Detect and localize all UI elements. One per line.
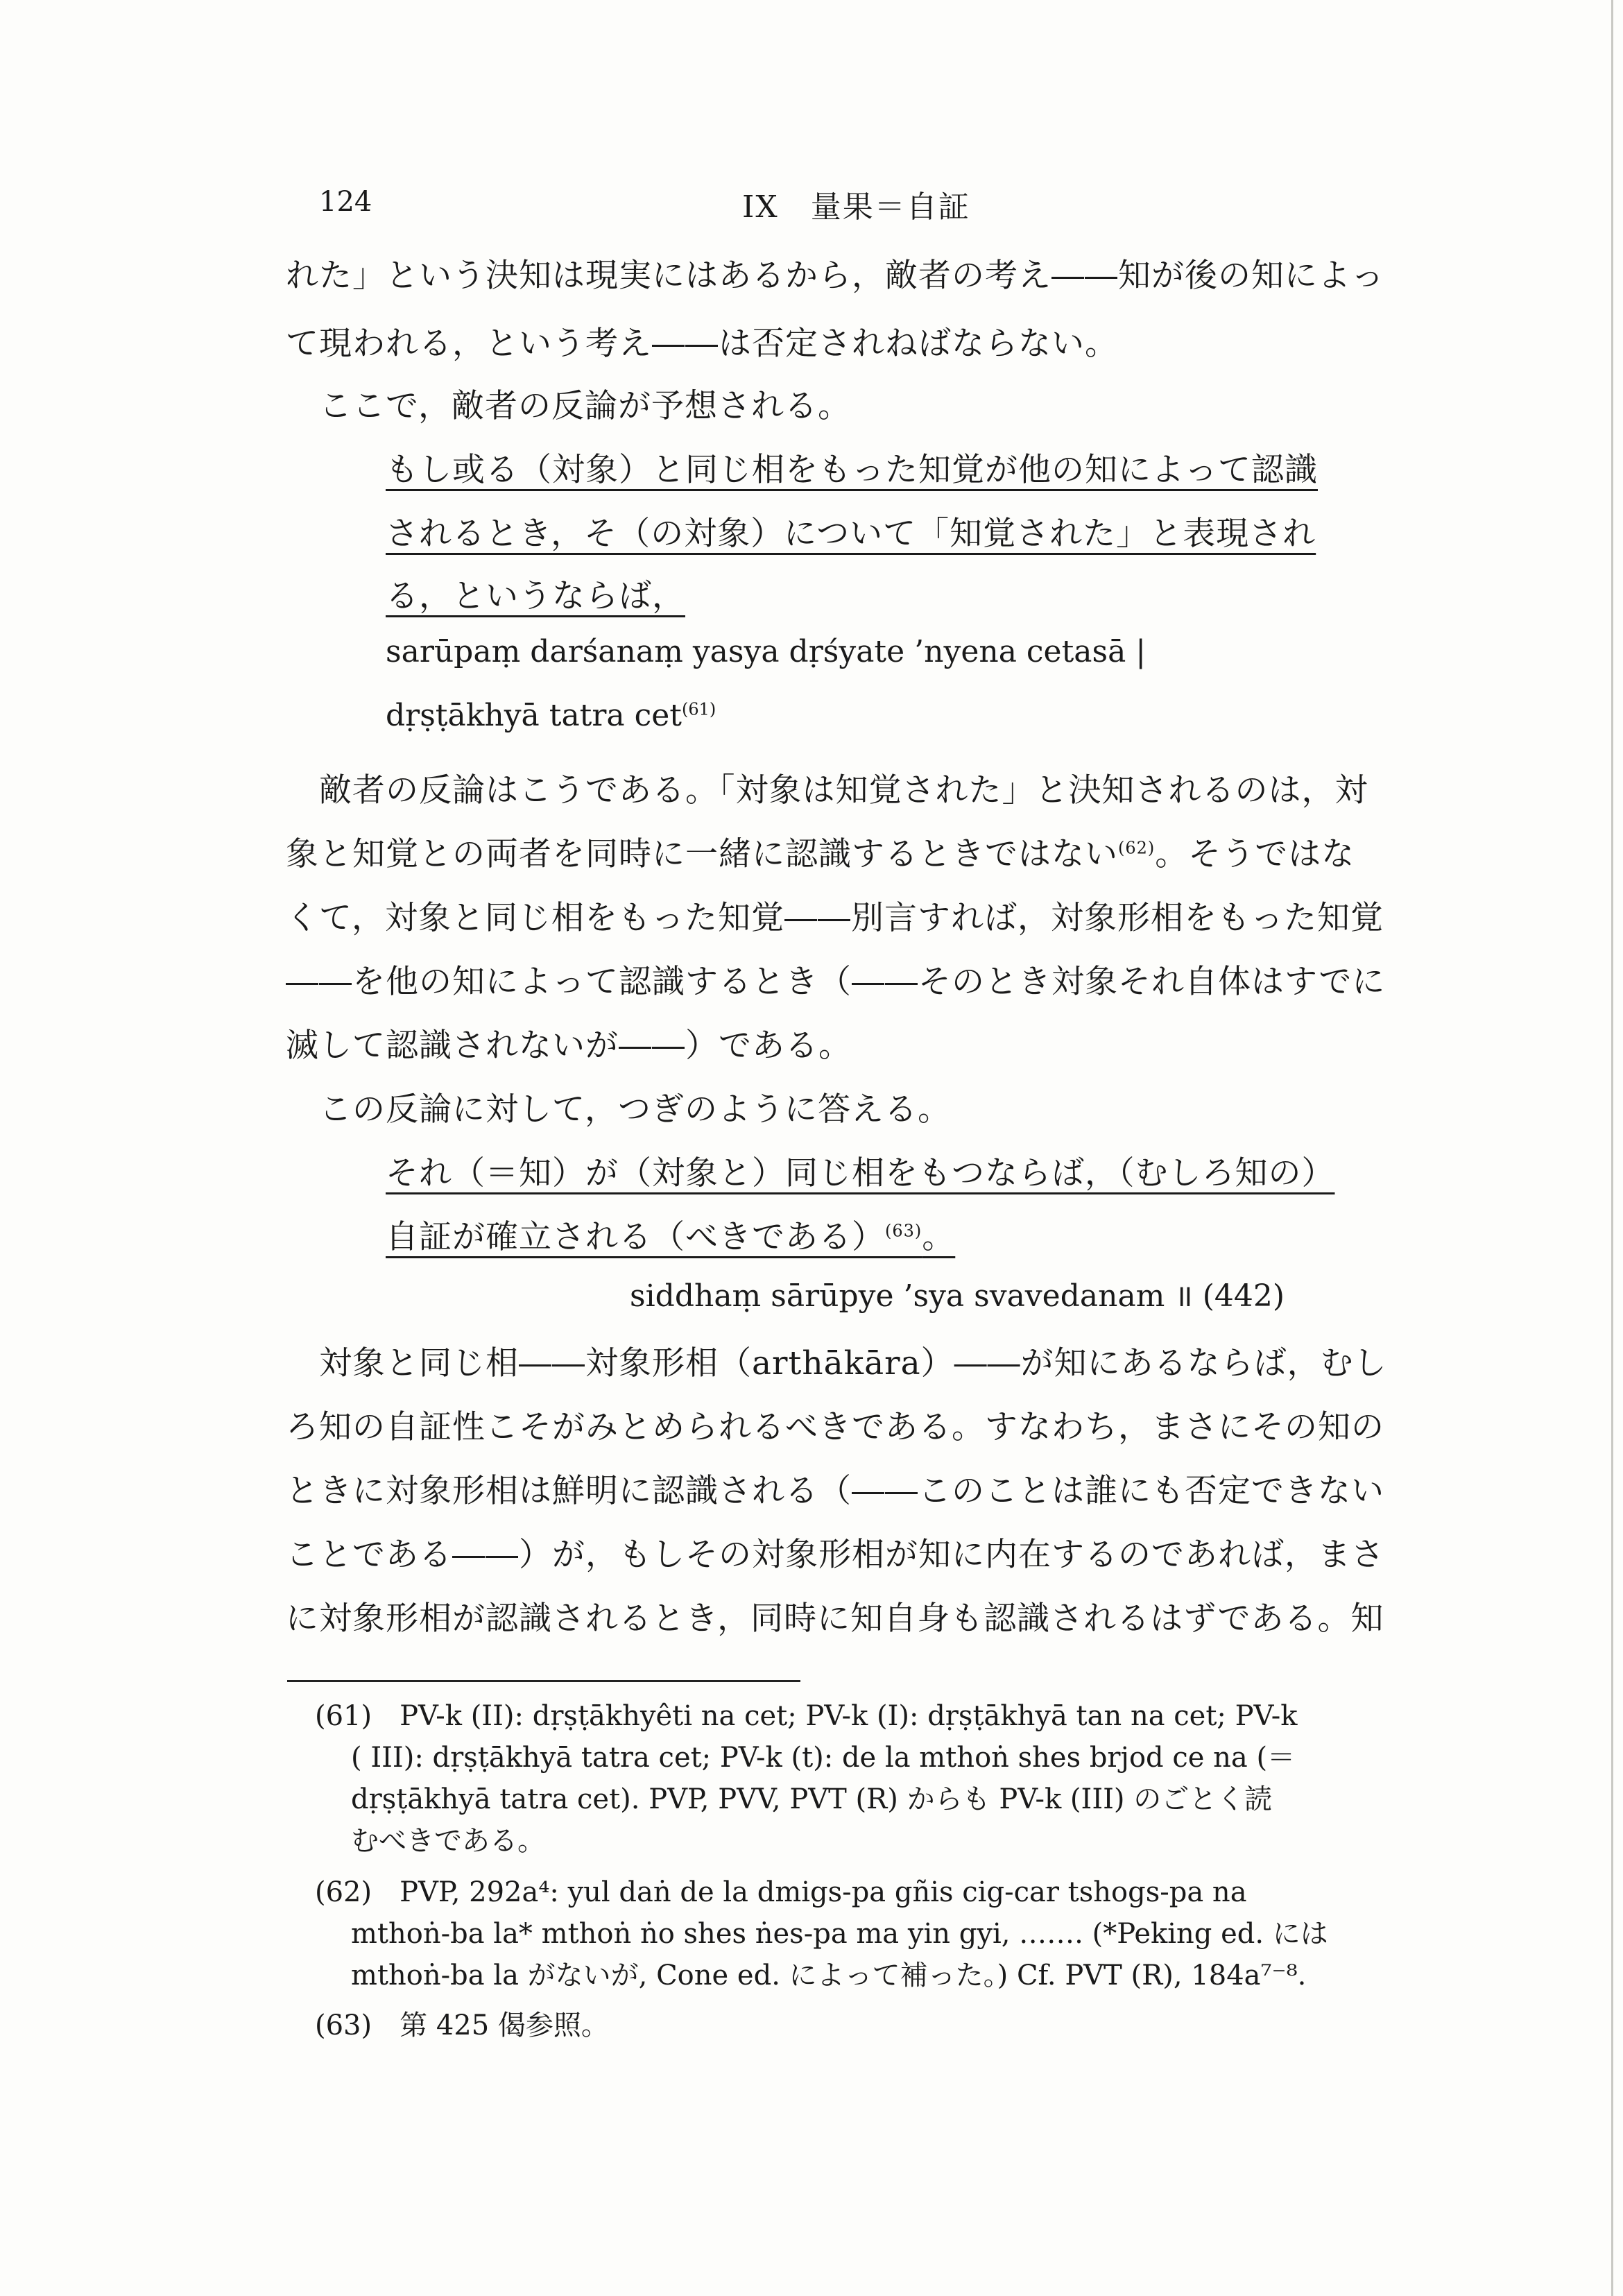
sanskrit-verse-line: sarūpaṃ darśanaṃ yasya dṛśyate ’nyena cetasā | [386,634,1147,669]
body-line: に対象形相が認識されるとき，同時に知自身も認識されるはずである。知 [286,1600,1384,1638]
body-line: 象と知覚との両者を同時に一緒に認識するときではない$^{(62)}$。そうではな [286,835,1355,873]
footnote-separator [287,1680,800,1682]
body-line: 敵者の反論はこうである。「対象は知覚された」と決知されるのは，対 [319,771,1368,809]
sanskrit-verse-line: siddhaṃ sārūpye ’sya svavedanam ॥ (442) [630,1278,1285,1314]
footnote-line: (62) PVP, 292a⁴: yul daṅ de la dmigs-pa gñis cig-car tshogs-pa na [315,1876,1247,1908]
quote-line: もし或る（対象）と同じ相をもった知覚が他の知によって認識 [386,451,1318,489]
scan-edge-line [1611,0,1613,2296]
quote-line: それ（＝知）が（対象と）同じ相をもつならば，（むしろ知の） [386,1154,1335,1192]
body-line: くて，対象と同じ相をもった知覚――別言すれば，対象形相をもった知覚 [286,899,1384,937]
footnote-line: mthoṅ-ba la* mthoṅ ṅo shes ṅes-pa ma yin gyi, ……. (*Peking ed. には [351,1918,1328,1950]
footnote-line: mthoṅ-ba la がないが, Cone ed. によって補った。) Cf. PVT (R), 184a⁷⁻⁸. [351,1960,1307,1991]
body-line: て現われる，という考え――は否定されねばならない。 [286,325,1118,363]
sanskrit-verse-line: dṛṣṭākhyā tatra cet$^{(61)}$ [386,698,716,733]
body-line: 対象と同じ相――対象形相（arthākāra）――が知にあるならば，むし [319,1344,1387,1382]
body-line: ときに対象形相は鮮明に認識される（――このことは誰にも否定できない [286,1472,1384,1510]
footnote-ref: (62) [1118,838,1156,858]
footnote-line: ( III): dṛṣṭākhyā tatra cet; PV-k (t): de la mthoṅ shes brjod ce na (＝ [351,1742,1296,1774]
page-number: 124 [319,186,372,218]
footnote-line: (61) PV-k (II): dṛṣṭākhyêti na cet; PV-k (I): dṛṣṭākhyā tan na cet; PV-k [315,1700,1298,1732]
quote-line: 自証が確立される（べきである）$^{(63)}$。 [386,1218,956,1256]
body-line: この反論に対して，つぎのように答える。 [319,1090,952,1129]
footnote-line: dṛṣṭākhyā tatra cet). PVP, PVV, PVT (R) からも PV-k (III) のごとく読 [351,1783,1273,1815]
quote-line: る，というならば， [386,577,685,615]
body-line: 滅して認識されないが――）である。 [286,1027,852,1065]
footnote-ref: (61) [681,699,716,719]
body-line: ――を他の知によって認識するとき（――そのとき対象それ自体はすでに [286,963,1386,1001]
footnote-line: (63) 第 425 偈参照。 [315,2010,609,2041]
footnote-line: むべきである。 [351,1825,545,1857]
body-line: れた」という決知は現実にはあるから，敵者の考え――知が後の知によっ [286,257,1384,295]
footnote-ref: (63) [885,1221,922,1241]
body-line: ことである――）が，もしその対象形相が知に内在するのであれば，まさ [286,1536,1384,1574]
chapter-title: IX 量果＝自証 [742,189,970,225]
body-line: ここで，敵者の反論が予想される。 [319,387,852,425]
quote-line: されるとき，そ（の対象）について「知覚された」と表現され [386,515,1316,553]
body-line: ろ知の自証性こそがみとめられるべきである。すなわち，まさにその知の [286,1408,1384,1446]
